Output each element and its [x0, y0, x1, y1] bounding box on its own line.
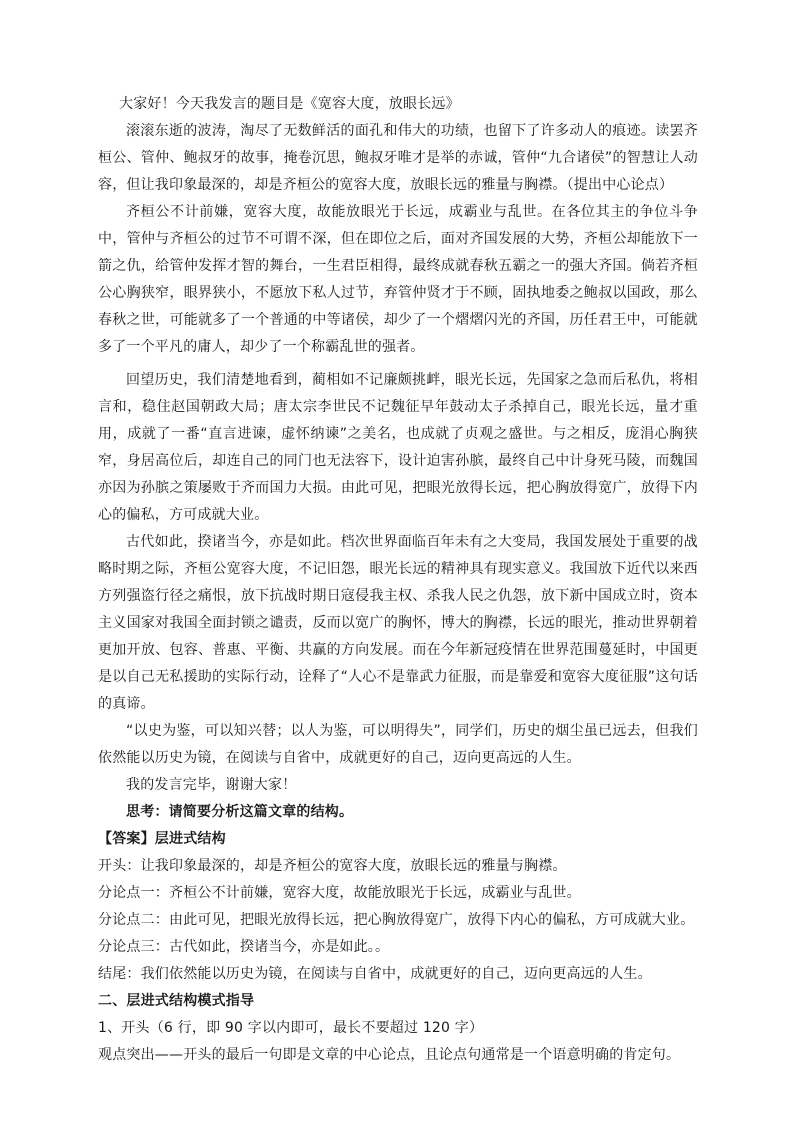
section-heading: 二、层进式结构模式指导	[98, 993, 255, 1009]
paragraph-point-two: 回望历史，我们清楚地看到，蔺相如不记廉颇挑衅，眼光长远，先国家之急而后私仇，将相言和，稳住赵国朝政大局；唐太宗李世民不记魏征早年鼓动太子杀掉自己，眼光长远，量才重用，成就了一番“直言进谏，虚怀纳谏”之美名，也成就了贞观之盛世。与之相反，庞涓心胸狭窄，身居高位后，却连自己的同门也无法容下，设计迫害孙膑，最终自己中计身死马陵，而魏国亦因为孙膑之策屡败于齐而国力大损。由此可见，把眼光放得长远，把心胸放得宽广，放得下内心的偏私，方可成就大业。	[98, 372, 698, 523]
answer-item-point-three: 分论点三：古代如此，揆诸当今，亦是如此。。	[98, 939, 390, 955]
answer-item-opening: 开头：让我印象最深的，却是齐桓公的宽容大度，放眼长远的雅量与胸襟。	[98, 858, 567, 874]
opening-line: 大家好！今天我发言的题目是《宽容大度，放眼长远》	[119, 96, 460, 112]
paragraph-conclusion: “以史为鉴，可以知兴替；以人为鉴，可以明得失”，同学们，历史的烟尘虽已远去，但我们依然能以历史为镜，在阅读与自省中，成就更好的自己，迈向更高远的人生。	[98, 723, 698, 766]
guidance-text: 观点突出——开头的最后一句即是文章的中心论点，且论点句通常是一个语意明确的肯定句。	[98, 1047, 681, 1063]
question-heading: 思考：请简要分析这篇文章的结构。	[126, 804, 354, 820]
answer-label: 【答案】层进式结构	[98, 831, 226, 847]
answer-item-ending: 结尾：我们依然能以历史为镜，在阅读与自省中，成就更好的自己，迈向更高远的人生。	[98, 966, 652, 982]
paragraph-intro: 滚滚东逝的波涛，淘尽了无数鲜活的面孔和伟大的功绩，也留下了许多动人的痕迹。读罢齐桓公、管仲、鲍叔牙的故事，掩卷沉思，鲍叔牙唯才是举的赤诚，管仲“九合诸侯”的智慧让人动容，但让我印象最深的，却是齐桓公的宽容大度，放眼长远的雅量与胸襟。（提出中心论点）	[98, 123, 698, 193]
subsection-heading: 1、开头（6 行，即 90 字以内即可，最长不要超过 120 字）	[98, 1020, 484, 1036]
speech-document	[98, 91, 698, 1069]
answer-item-point-one: 分论点一：齐桓公不计前嫌，宽容大度，故能放眼光于长远，成霸业与乱世。	[98, 885, 581, 901]
paragraph-point-three: 古代如此，揆诸当今，亦是如此。档次世界面临百年未有之大变局，我国发展处于重要的战略时期之际，齐桓公宽容大度，不记旧怨，眼光长远的精神具有现实意义。我国放下近代以来西方列强盗行径之痛恨，放下抗战时期日寇侵我主权、杀我人民之仇怨，放下新中国成立时，资本主义国家对我国全面封锁之谴责，反而以宽广的胸怀，博大的胸襟，长远的眼光，推动世界朝着更加开放、包容、普惠、平衡、共赢的方向发展。而在今年新冠疫情在世界范围蔓延时，中国更是以自己无私援助的实际行动，诠释了“人心不是靠武力征服，而是靠爱和宽容大度征服”这句话的真谛。	[98, 534, 698, 712]
paragraph-point-one: 齐桓公不计前嫌，宽容大度，故能放眼光于长远，成霸业与乱世。在各位其主的争位斗争中，管仲与齐桓公的过节不可谓不深，但在即位之后，面对齐国发展的大势，齐桓公却能放下一箭之仇，给管仲发挥才智的舞台，一生君臣相得，最终成就春秋五霸之一的强大齐国。倘若齐桓公心胸狭窄，眼界狭小，不愿放下私人过节，弃管仲贤才于不顾，固执地委之鲍叔以国政，那么春秋之世，可能就多了一个普通的中等诸侯，却少了一个熠熠闪光的齐国，历任君王中，可能就多了一个平凡的庸人，却少了一个称霸乱世的强者。	[98, 204, 698, 355]
answer-item-point-two: 分论点二：由此可见，把眼光放得长远，把心胸放得宽广，放得下内心的偏私，方可成就大业。	[98, 912, 695, 928]
paragraph-closing: 我的发言完毕，谢谢大家！	[126, 777, 297, 793]
